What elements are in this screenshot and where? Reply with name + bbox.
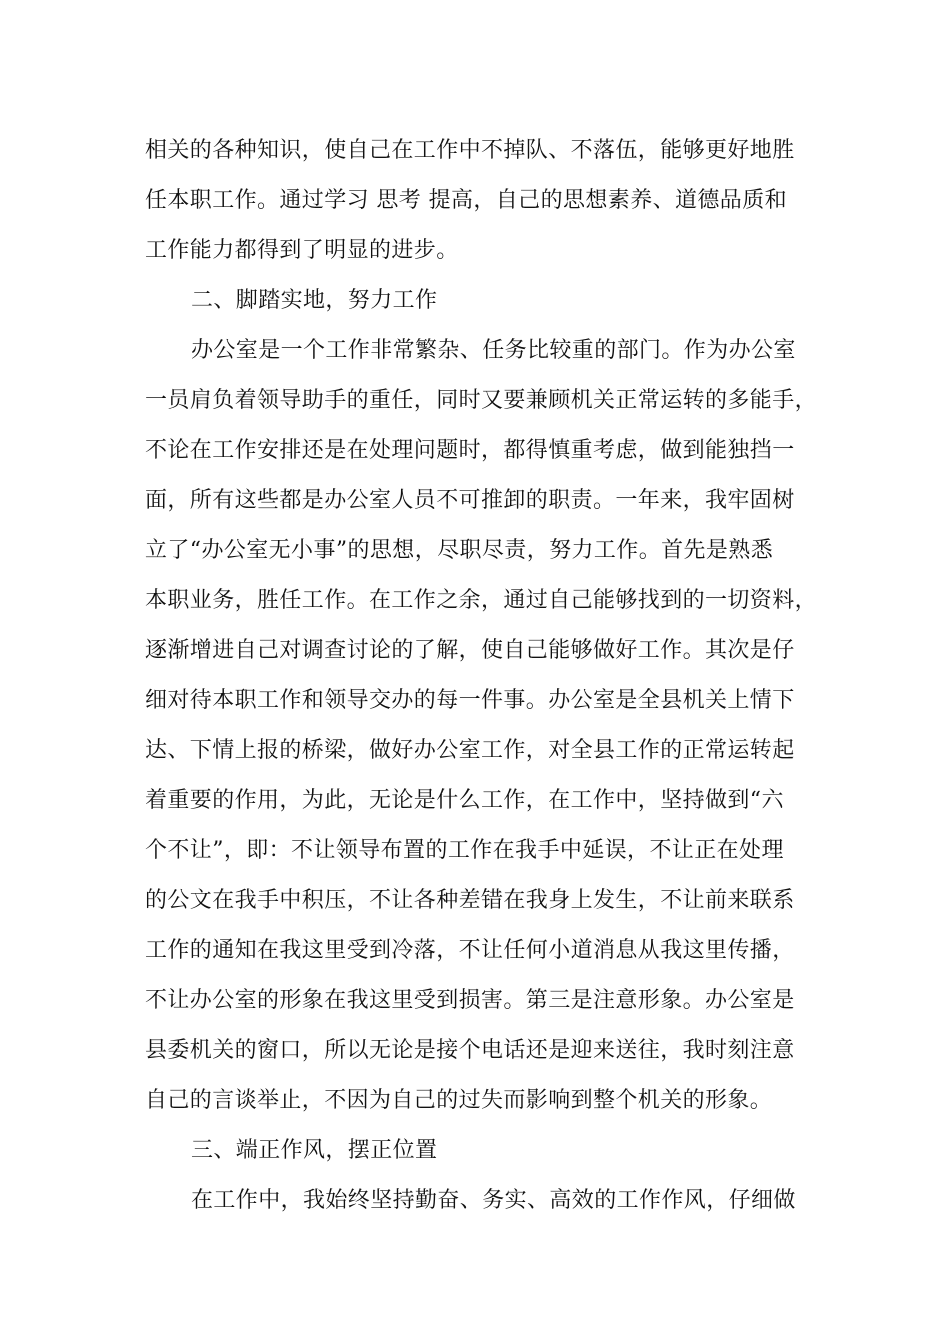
body-text-line: 本职业务，胜任工作。在工作之余，通过自己能够找到的一切资料， (145, 588, 818, 613)
body-text-line: 工作的通知在我这里受到冷落，不让任何小道消息从我这里传播， (145, 938, 795, 963)
paragraph-first-line: 在工作中，我始终坚持勤奋、务实、高效的工作作风，仔细做 (191, 1188, 796, 1213)
body-text-line: 自己的言谈举止，不因为自己的过失而影响到整个机关的形象。 (145, 1088, 773, 1113)
body-text-line: 县委机关的窗口，所以无论是接个电话还是迎来送往，我时刻注意 (145, 1038, 795, 1063)
body-text-line: 任本职工作。通过学习 思考 提高，自己的思想素养、道德品质和 (145, 188, 787, 213)
body-text-line: 着重要的作用，为此，无论是什么工作，在工作中，坚持做到“六 (145, 788, 784, 813)
body-text-line: 工作能力都得到了明显的进步。 (145, 238, 459, 263)
body-text-line: 面，所有这些都是办公室人员不可推卸的职责。一年来，我牢固树 (145, 488, 795, 513)
body-text-line: 的公文在我手中积压，不让各种差错在我身上发生，不让前来联系 (145, 888, 795, 913)
body-text-line: 个不让”，即：不让领导布置的工作在我手中延误，不让正在处理 (145, 838, 784, 863)
body-text-line: 立了“办公室无小事”的思想，尽职尽责，努力工作。首先是熟悉 (145, 538, 774, 563)
section-heading: 三、端正作风，摆正位置 (191, 1138, 438, 1163)
body-text-line: 逐渐增进自己对调查讨论的了解，使自己能够做好工作。其次是仔 (145, 638, 795, 663)
body-text-line: 达、下情上报的桥梁，做好办公室工作，对全县工作的正常运转起 (145, 738, 795, 763)
body-text-line: 细对待本职工作和领导交办的每一件事。办公室是全县机关上情下 (145, 688, 795, 713)
body-text-line: 不让办公室的形象在我这里受到损害。第三是注意形象。办公室是 (145, 988, 795, 1013)
body-text-line: 一员肩负着领导助手的重任，同时又要兼顾机关正常运转的多能手， (145, 388, 818, 413)
paragraph-first-line: 办公室是一个工作非常繁杂、任务比较重的部门。作为办公室 (191, 338, 796, 363)
section-heading: 二、脚踏实地，努力工作 (191, 288, 438, 313)
body-text-line: 不论在工作安排还是在处理问题时，都得慎重考虑，做到能独挡一 (145, 438, 795, 463)
body-text-line: 相关的各种知识，使自己在工作中不掉队、不落伍，能够更好地胜 (145, 138, 795, 163)
